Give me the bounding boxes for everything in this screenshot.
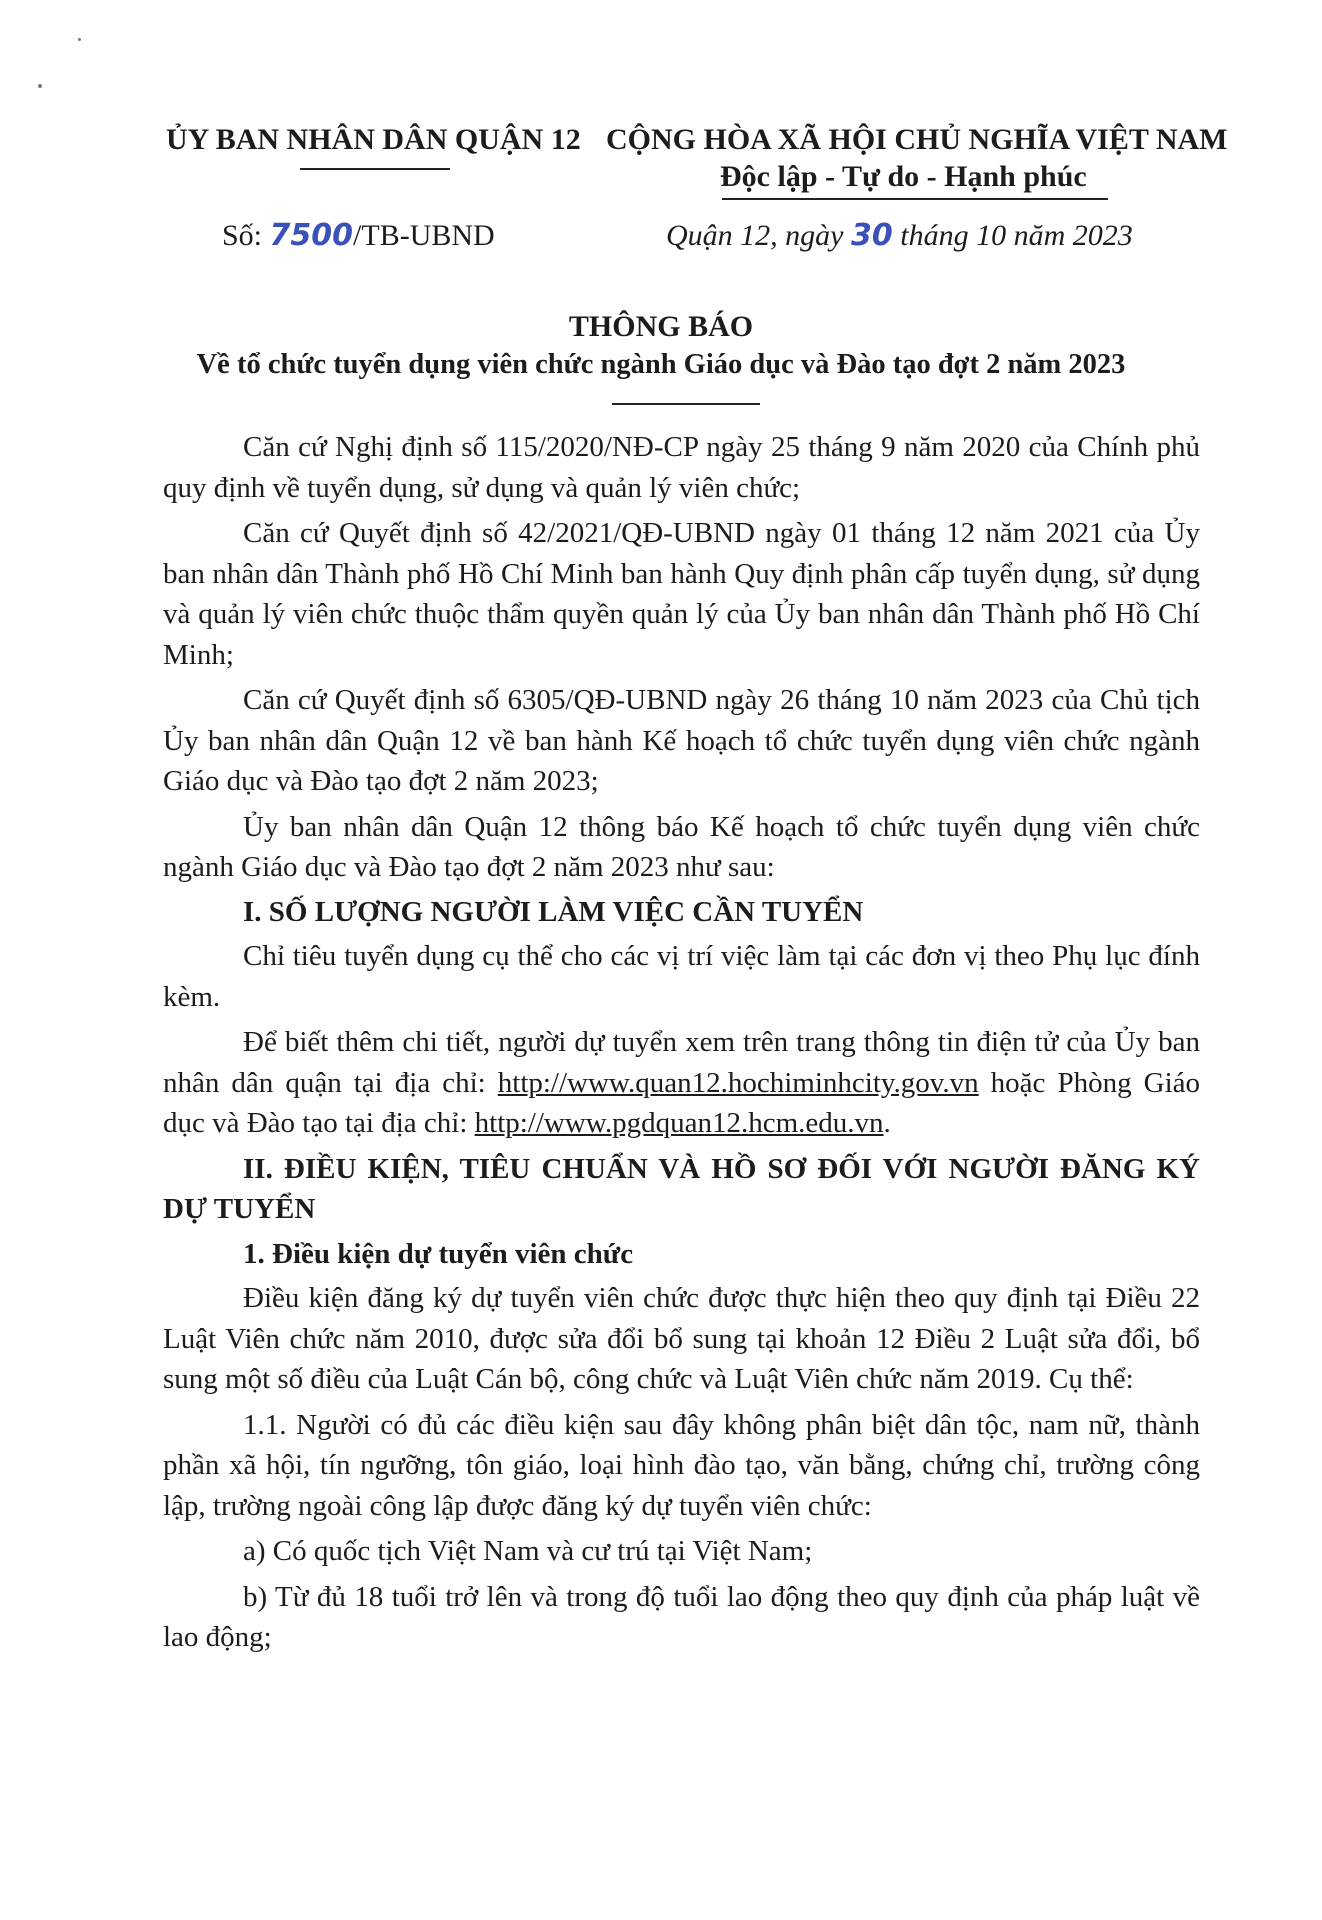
paragraph: Ủy ban nhân dân Quận 12 thông báo Kế hoạch tổ chức tuyển dụng viên chức ngành Giáo dục và Đào tạo đợt 2 năm 2023 như sau: (163, 810, 1200, 883)
paragraph: b) Từ đủ 18 tuổi trở lên và trong độ tuổi lao động theo quy định của pháp luật về lao động; (163, 1580, 1200, 1653)
paragraph-text: Để biết thêm chi tiết, người dự tuyển xem trên trang thông tin điện tử của Ủy ban nhân dân quận tại địa chỉ: (163, 1026, 1200, 1099)
number-prefix: Số: (222, 219, 263, 252)
motto-underline (722, 198, 1108, 200)
paragraph: a) Có quốc tịch Việt Nam và cư trú tại Việt Nam; (243, 1535, 813, 1567)
date-suffix: tháng 10 năm 2023 (900, 219, 1133, 252)
notice-subtitle: Về tổ chức tuyển dụng viên chức ngành Giáo dục và Đào tạo đợt 2 năm 2023 (196, 349, 1126, 380)
document-body (163, 427, 1200, 1658)
org-underline (300, 168, 450, 170)
section-heading: II. ĐIỀU KIỆN, TIÊU CHUẨN VÀ HỒ SƠ ĐỐI VỚI NGƯỜI ĐĂNG KÝ DỰ TUYỂN (163, 1152, 1200, 1225)
district-website-link[interactable]: http://www.quan12.hochiminhcity.gov.vn (497, 1066, 979, 1099)
paragraph (163, 1022, 1200, 1144)
paragraph: 1.1. Người có đủ các điều kiện sau đây không phân biệt dân tộc, nam nữ, thành phần xã hội, tín ngưỡng, tôn giáo, loại hình đào tạo, văn bằng, chứng chỉ, trường công lập, trường ngoài công lập được đăng ký dự tuyển viên chức: (163, 1408, 1200, 1522)
paragraph-text: . (883, 1107, 891, 1139)
paragraph-text: hoặc Phòng Giáo dục và Đào tạo tại địa chỉ: (163, 1066, 1201, 1139)
national-title: CỘNG HÒA XÃ HỘI CHỦ NGHĨA VIỆT NAM (606, 123, 1228, 156)
paragraph: Điều kiện đăng ký dự tuyển viên chức được thực hiện theo quy định tại Điều 22 Luật Viên chức năm 2010, được sửa đổi bổ sung tại khoản 12 Điều 2 Luật sửa đổi, bổ sung một số điều của Luật Cán bộ, công chức và Luật Viên chức năm 2019. Cụ thể: (163, 1282, 1200, 1395)
document-date (666, 218, 1133, 253)
notice-title: THÔNG BÁO (568, 310, 754, 343)
date-day-handwritten: 30 (850, 218, 893, 253)
scan-speck (38, 84, 42, 88)
national-motto: Độc lập - Tự do - Hạnh phúc (720, 160, 1087, 193)
number-handwritten: 7500 (269, 218, 354, 253)
issuing-organization: ỦY BAN NHÂN DÂN QUẬN 12 (166, 123, 581, 156)
date-prefix: Quận 12, ngày (666, 219, 844, 252)
paragraph: Căn cứ Nghị định số 115/2020/NĐ-CP ngày 25 tháng 9 năm 2020 của Chính phủ quy định về tuyển dụng, sử dụng và quản lý viên chức; (163, 431, 1200, 504)
scan-speck (78, 38, 81, 41)
document-number (222, 218, 495, 253)
title-underline (612, 403, 760, 405)
education-office-link[interactable]: http://www.pgdquan12.hcm.edu.vn (474, 1107, 884, 1139)
number-suffix: /TB-UBND (353, 219, 495, 252)
paragraph: Căn cứ Quyết định số 6305/QĐ-UBND ngày 26 tháng 10 năm 2023 của Chủ tịch Ủy ban nhân dân Quận 12 về ban hành Kế hoạch tổ chức tuyển dụng viên chức ngành Giáo dục và Đào tạo đợt 2 năm 2023; (163, 684, 1200, 797)
section-heading: I. SỐ LƯỢNG NGƯỜI LÀM VIỆC CẦN TUYỂN (243, 895, 864, 928)
paragraph: Chỉ tiêu tuyển dụng cụ thể cho các vị trí việc làm tại các đơn vị theo Phụ lục đính kèm. (163, 940, 1200, 1013)
paragraph: Căn cứ Quyết định số 42/2021/QĐ-UBND ngày 01 tháng 12 năm 2021 của Ủy ban nhân dân Thành phố Hồ Chí Minh ban hành Quy định phân cấp tuyển dụng, sử dụng và quản lý viên chức thuộc thẩm quyền quản lý của Ủy ban nhân dân Thành phố Hồ Chí Minh; (163, 517, 1200, 671)
subsection-heading: 1. Điều kiện dự tuyển viên chức (243, 1237, 634, 1270)
